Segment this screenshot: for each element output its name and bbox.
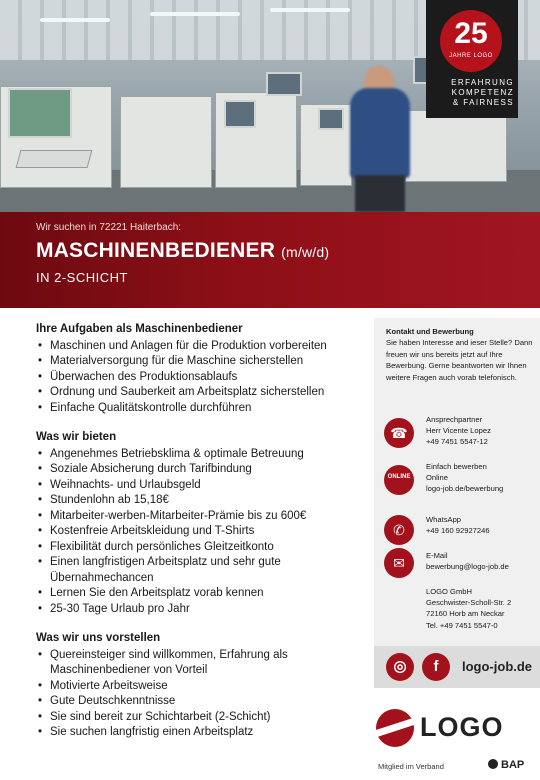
worker-legs	[355, 175, 405, 212]
job-title	[36, 239, 329, 263]
badge-value-line: & FAIRNESS	[452, 98, 514, 107]
logo-mark-icon	[376, 709, 414, 747]
worker-body	[350, 88, 410, 178]
list-item: • Ordnung und Sauberkeit am Arbeitsplatz sicherstellen	[36, 385, 366, 401]
social-row	[374, 646, 540, 688]
contact-line: +49 7451 5547-12	[426, 437, 488, 447]
contact-line: WhatsApp	[426, 515, 462, 524]
contact-intro-title: Kontakt und Bewerbung	[386, 327, 474, 336]
company-address-text	[426, 586, 540, 631]
anniversary-caption: JAHRE LOGO	[449, 53, 493, 59]
whatsapp-icon: ✆	[384, 515, 414, 545]
ceiling-lamp	[270, 8, 350, 12]
shift-subtitle: IN 2-SCHICHT	[36, 270, 128, 285]
list-item: • Gute Deutschkenntnisse	[36, 694, 366, 710]
list-item: • Flexibilität durch persönliches Gleitzeitkonto	[36, 540, 366, 556]
address-line: LOGO GmbH	[426, 587, 472, 596]
contact-line: logo-job.de/bewerbung	[426, 484, 504, 494]
anniversary-badge	[426, 0, 518, 118]
benefits-list	[36, 447, 366, 618]
membership-note: Mitglied im Verband	[378, 762, 444, 771]
production-machine	[405, 110, 507, 182]
list-item: • Überwachen des Produktionsablaufs	[36, 370, 366, 386]
list-item: • Materialversorgung für die Maschine sicherstellen	[36, 354, 366, 370]
instagram-icon[interactable]: ◎	[386, 653, 414, 681]
list-item: • Einfache Qualitätskontrolle durchführen	[36, 401, 366, 417]
contact-phone-text	[426, 414, 540, 448]
ceiling-lamp	[40, 18, 110, 22]
contact-line: E-Mail	[426, 551, 448, 560]
wall-monitor	[266, 72, 302, 96]
machine-keyboard	[16, 150, 93, 168]
badge-values	[430, 78, 514, 108]
list-item: • Sie suchen langfristig einen Arbeitsplatz	[36, 725, 366, 741]
phone-icon: ☎	[384, 418, 414, 448]
contact-line: Herr Vicente Lopez	[426, 426, 491, 436]
address-line: Geschwister-Scholl-Str. 2	[426, 598, 512, 608]
machine-monitor	[8, 88, 72, 138]
anniversary-number: 25	[454, 17, 488, 50]
job-title-suffix: (m/w/d)	[281, 244, 330, 260]
facebook-icon[interactable]: f	[422, 653, 450, 681]
anniversary-seal	[440, 10, 502, 72]
list-item: • 25-30 Tage Urlaub pro Jahr	[36, 602, 366, 618]
hero-photo	[0, 0, 540, 212]
tasks-list	[36, 339, 366, 417]
job-description	[36, 322, 366, 755]
contact-whatsapp-text	[426, 514, 540, 536]
contact-line: Einfach bewerben	[426, 462, 487, 471]
address-line: Tel. +49 7451 5547-0	[426, 620, 498, 630]
contact-line: bewerbung@logo-job.de	[426, 562, 509, 572]
badge-value-line: KOMPETENZ	[451, 88, 514, 97]
association-logo: BAP	[488, 759, 524, 771]
list-item: • Maschinen und Anlagen für die Produktion vorbereiten	[36, 339, 366, 355]
contact-line: +49 160 92927246	[426, 526, 490, 536]
contact-line: Online	[426, 473, 448, 483]
contact-online-text	[426, 461, 540, 495]
badge-value-line: ERFAHRUNG	[451, 78, 514, 87]
contact-intro	[386, 326, 536, 383]
contact-line: Ansprechpartner	[426, 415, 483, 424]
company-logo: LOGO	[420, 712, 504, 742]
list-item: • Quereinsteiger sind willkommen, Erfahrung als Maschinenbediener von Vorteil	[36, 648, 366, 679]
list-item: • Lernen Sie den Arbeitsplatz vorab kennen	[36, 586, 366, 602]
list-item: • Mitarbeiter-werben-Mitarbeiter-Prämie bis zu 600€	[36, 509, 366, 525]
list-item: • Einen langfristigen Arbeitsplatz und sehr gute Übernahmechancen	[36, 555, 366, 586]
ceiling-lamp	[150, 12, 240, 16]
contact-mail-text	[426, 550, 540, 572]
title-band	[0, 212, 540, 308]
list-item: • Motivierte Arbeitsweise	[36, 679, 366, 695]
list-item: • Sie sind bereit zur Schichtarbeit (2-Schicht)	[36, 710, 366, 726]
machine-monitor	[318, 108, 344, 130]
machine-monitor	[224, 100, 256, 128]
list-item: • Angenehmes Betriebsklima & optimale Betreuung	[36, 447, 366, 463]
list-item: • Weihnachts- und Urlaubsgeld	[36, 478, 366, 494]
location-kicker: Wir suchen in 72221 Haiterbach:	[36, 222, 182, 233]
list-item: • Kostenfreie Arbeitskleidung und T-Shirts	[36, 524, 366, 540]
requirements-list	[36, 648, 366, 741]
website-link[interactable]: logo-job.de	[462, 659, 533, 674]
job-title-text: MASCHINENBEDIENER	[36, 239, 276, 262]
list-item: • Soziale Absicherung durch Tarifbindung	[36, 462, 366, 478]
section-title: Ihre Aufgaben als Maschinenbediener	[36, 323, 243, 335]
section-title: Was wir bieten	[36, 431, 117, 443]
production-machine	[120, 96, 212, 188]
contact-sidebar	[374, 318, 540, 688]
online-icon: ONLINE	[384, 465, 414, 495]
section-title: Was wir uns vorstellen	[36, 632, 161, 644]
address-line: 72160 Horb am Neckar	[426, 609, 505, 619]
list-item: • Stundenlohn ab 15,18€	[36, 493, 366, 509]
mail-icon: ✉	[384, 548, 414, 578]
contact-intro-text: Sie haben Interesse and ieser Stelle? Dann freuen wir uns bereits jetzt auf Ihre Bewerbung. Gerne beantworten wir Ihnen weitere Fragen auch vorab telefonisch.	[386, 338, 533, 382]
